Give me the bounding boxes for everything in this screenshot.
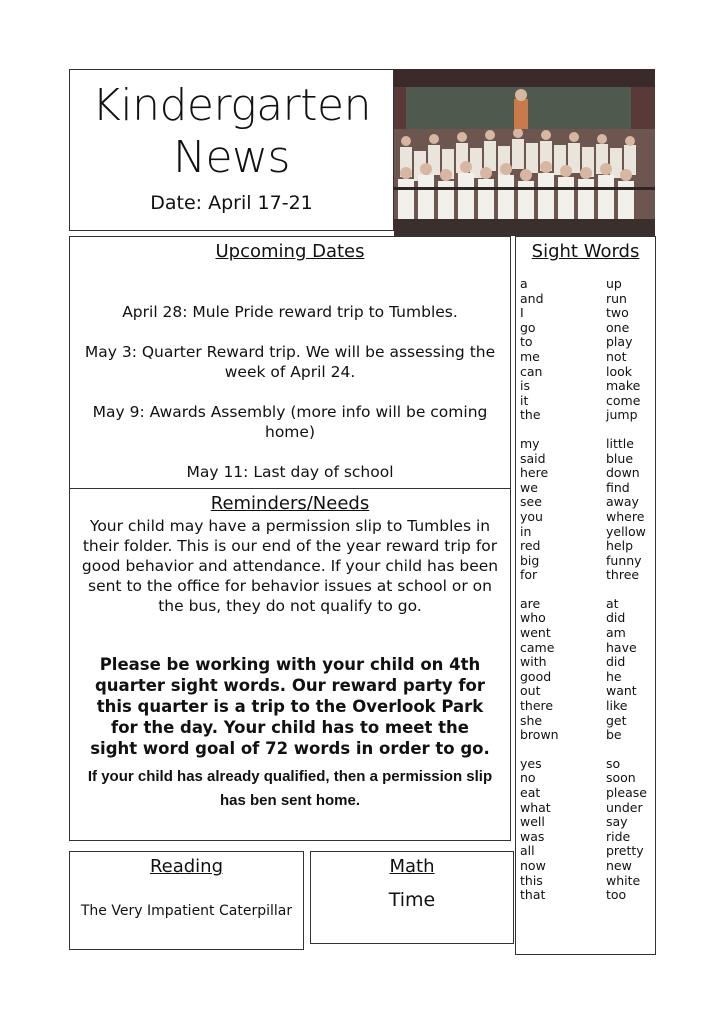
sight-word: big	[520, 552, 540, 568]
sight-word-row	[520, 859, 652, 874]
sight-word: did	[606, 610, 626, 626]
sight-word-row	[520, 510, 652, 525]
sight-word-row	[520, 874, 652, 889]
sight-word: who	[520, 610, 546, 626]
sight-word: said	[520, 450, 546, 466]
sight-word: a	[520, 276, 528, 291]
sight-word: now	[520, 857, 546, 873]
sight-word: she	[520, 712, 543, 728]
sight-word-row	[520, 306, 652, 321]
sight-word: there	[520, 698, 554, 714]
reading-box	[69, 851, 304, 950]
sight-word: little	[606, 435, 634, 451]
sight-word: where	[606, 508, 645, 524]
sight-word: play	[606, 334, 633, 350]
sight-word: like	[606, 698, 628, 714]
sight-word: come	[606, 392, 641, 408]
reading-heading: Reading	[149, 856, 224, 877]
sight-word: well	[520, 814, 545, 830]
sight-word: not	[606, 348, 627, 364]
sight-word: yes	[520, 755, 542, 771]
sight-word: no	[520, 770, 536, 786]
sight-word-row	[520, 641, 652, 656]
sight-word-row	[520, 481, 652, 496]
sight-word: that	[520, 887, 546, 903]
sight-word: this	[520, 872, 543, 888]
sight-word: white	[606, 872, 641, 888]
sight-word: want	[606, 683, 637, 699]
sight-word-row	[520, 699, 652, 714]
sight-words-box	[515, 236, 656, 955]
sight-word: get	[606, 712, 627, 728]
sight-word-row	[520, 597, 652, 612]
sight-word: was	[520, 828, 545, 844]
sight-word-row	[520, 568, 652, 583]
sight-word-row	[520, 321, 652, 336]
sight-word: for	[520, 567, 538, 583]
sight-word: went	[520, 625, 551, 641]
title-line-1: Kindergarten	[92, 80, 371, 131]
sight-word: too	[606, 887, 627, 903]
sight-word-row	[520, 525, 652, 540]
sight-word: jump	[606, 407, 638, 423]
sight-word: new	[606, 857, 632, 873]
sight-word-row	[520, 815, 652, 830]
sight-word-row	[520, 626, 652, 641]
sight-word: blue	[606, 450, 634, 466]
sight-word: yellow	[606, 523, 646, 539]
sight-word: away	[606, 494, 639, 510]
sight-word-row	[520, 684, 652, 699]
sight-word-row	[520, 801, 652, 816]
reminders-box	[69, 488, 511, 841]
sight-word: be	[606, 727, 622, 743]
reading-book-title: The Very Impatient Caterpillar	[80, 903, 293, 919]
sight-word: is	[520, 378, 530, 394]
class-photo-image	[394, 69, 655, 236]
sight-word-group	[520, 757, 652, 903]
sight-word: run	[606, 290, 627, 306]
title-box	[69, 69, 394, 231]
sight-word-row	[520, 292, 652, 307]
sight-word-group	[520, 437, 652, 583]
sight-word: we	[520, 479, 538, 495]
sight-word: can	[520, 363, 543, 379]
sight-word: am	[606, 625, 626, 641]
sight-word-row	[520, 365, 652, 380]
sight-word-row	[520, 335, 652, 350]
upcoming-dates-heading: Upcoming Dates	[215, 241, 365, 262]
sight-word: eat	[520, 785, 541, 800]
sight-word: did	[606, 654, 626, 670]
sight-word: one	[606, 319, 630, 335]
sight-word: two	[606, 305, 629, 321]
sight-word: are	[520, 595, 541, 611]
sight-word: me	[520, 348, 540, 364]
sight-word: all	[520, 843, 535, 859]
sight-word-row	[520, 394, 652, 409]
sight-word-row	[520, 888, 652, 903]
sight-word: look	[606, 363, 633, 379]
sight-words-list	[520, 277, 652, 917]
upcoming-dates-box	[69, 236, 511, 491]
sight-word-row	[520, 611, 652, 626]
upcoming-date-item: May 3: Quarter Reward trip. We will be assessing the week of April 24.	[84, 343, 496, 381]
sight-word: red	[520, 538, 541, 554]
sight-word: to	[520, 334, 533, 350]
sight-word: at	[606, 595, 619, 611]
sight-word: the	[520, 407, 541, 423]
sight-word-row	[520, 495, 652, 510]
sight-word-row	[520, 408, 652, 423]
sight-words-heading: Sight Words	[531, 241, 640, 262]
sight-word: pretty	[606, 843, 644, 859]
sight-word-row	[520, 670, 652, 685]
upcoming-date-item: May 11: Last day of school	[186, 463, 394, 481]
sight-word: please	[606, 785, 647, 800]
math-heading: Math	[389, 856, 435, 877]
newsletter-title	[70, 80, 393, 184]
sight-word: here	[520, 465, 549, 481]
sight-word-row	[520, 437, 652, 452]
sight-word: with	[520, 654, 547, 670]
sight-word: see	[520, 494, 542, 510]
sight-word-row	[520, 452, 652, 467]
sight-word: out	[520, 683, 541, 699]
sight-word: find	[606, 479, 630, 495]
sight-word-row	[520, 728, 652, 743]
sight-word: you	[520, 508, 543, 524]
sight-word-row	[520, 466, 652, 481]
sight-word-row	[520, 350, 652, 365]
sight-word-row	[520, 554, 652, 569]
sight-word: what	[520, 799, 551, 815]
sight-word: down	[606, 465, 640, 481]
sight-word: good	[520, 668, 552, 684]
sight-word-row	[520, 830, 652, 845]
sight-word: my	[520, 435, 540, 451]
reminders-heading: Reminders/Needs	[210, 493, 370, 514]
sight-word: in	[520, 523, 532, 539]
sight-word-row	[520, 539, 652, 554]
sight-word: it	[520, 392, 529, 408]
sight-word: up	[606, 276, 622, 291]
upcoming-date-item: April 28: Mule Pride reward trip to Tumbles.	[122, 303, 458, 321]
sight-word-row	[520, 844, 652, 859]
sight-word-row	[520, 771, 652, 786]
sight-word: came	[520, 639, 555, 655]
math-topic: Time	[388, 889, 436, 911]
reminders-text: Your child may have a permission slip to Tumbles in their folder. This is our end of the year reward trip for good behavior and attendance. If your child has been sent to the office for behavior issues at school or on the bus, they do not qualify to go.	[81, 517, 499, 615]
sight-word: funny	[606, 552, 642, 568]
sight-word: say	[606, 814, 628, 830]
sight-word: and	[520, 290, 544, 306]
sight-word: help	[606, 538, 634, 554]
sight-word-row	[520, 379, 652, 394]
class-photo	[394, 69, 655, 236]
sight-word-goal-note: Please be working with your child on 4th quarter sight words. Our reward party for this quarter is a trip to the Overlook Park for the day. Your child has to meet the sight word goal of 72 words in order to go.	[90, 655, 490, 758]
sight-word-group	[520, 277, 652, 423]
date-line: Date: April 17-21	[150, 192, 313, 214]
sight-word: go	[520, 319, 536, 335]
sight-word: he	[606, 668, 622, 684]
sight-word: make	[606, 378, 641, 394]
title-line-2: News	[173, 132, 290, 183]
sight-word: three	[606, 567, 640, 583]
sight-word-row	[520, 757, 652, 772]
sight-word: brown	[520, 727, 559, 743]
upcoming-date-item: May 9: Awards Assembly (more info will be coming home)	[92, 403, 488, 441]
sight-word: so	[606, 755, 621, 771]
sight-word: I	[520, 305, 524, 321]
sight-word-row	[520, 655, 652, 670]
sight-word-row	[520, 277, 652, 292]
sight-word: ride	[606, 828, 631, 844]
sight-word: soon	[606, 770, 636, 786]
sight-word-row	[520, 714, 652, 729]
permission-slip-note: If your child has already qualified, then a permission slip has ben sent home.	[87, 768, 493, 809]
sight-word: have	[606, 639, 637, 655]
math-box	[310, 851, 514, 944]
sight-word-group	[520, 597, 652, 743]
sight-word-row	[520, 786, 652, 801]
sight-word: under	[606, 799, 643, 815]
